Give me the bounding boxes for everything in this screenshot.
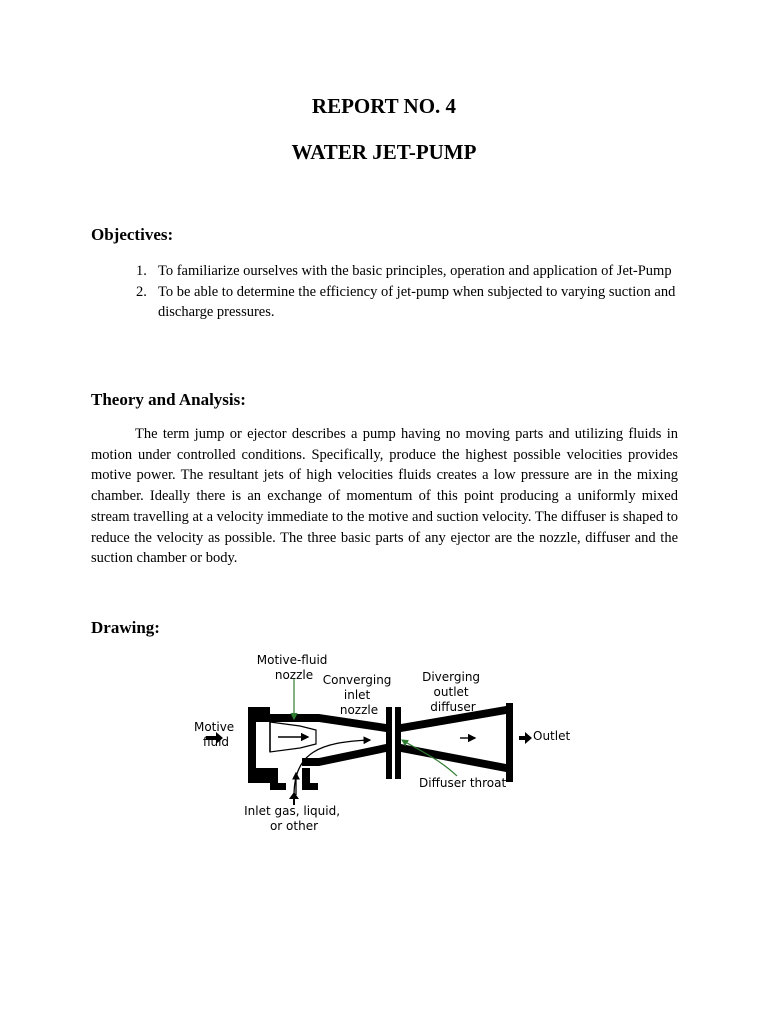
report-title: WATER JET-PUMP: [291, 140, 477, 164]
objective-item: [91, 261, 691, 282]
objective-text: To familiarize ourselves with the basic principles, operation and application of Jet-Pump: [158, 263, 672, 279]
label-diffuser-throat: Diffuser throat: [419, 776, 507, 790]
label-motive-fluid-nozzle: Motive-fluid nozzle: [256, 653, 328, 682]
objective-number: 2.: [136, 283, 147, 300]
objective-item: [91, 282, 691, 323]
objectives-heading: Objectives:: [91, 225, 174, 244]
theory-heading: Theory and Analysis:: [91, 390, 246, 409]
report-number-title: REPORT NO. 4: [311, 94, 457, 118]
objective-text: To be able to determine the efficiency of jet-pump when subjected to varying suction and discharge pressures.: [158, 283, 676, 320]
label-inlet: Inlet gas, liquid, or other: [244, 804, 341, 833]
label-diverging-outlet-diffuser: Diverging outlet diffuser: [422, 670, 481, 714]
theory-paragraph: The term jump or ejector describes a pump having no moving parts and utilizing fluids in motion under controlled conditions. Specifically, produce the highest possible velocities provides motive power. The resultant jets of high velocities fluids creates a low pressure are in the mixing chamber. Ideally there is an exchange of momentum of this point producing a uniformly mixed stream travelling at a velocity immediate to the motive and suction velocity. The diffuser is shaped to reduce the velocity as possible. The three basic parts of any ejector are the nozzle, diffuser and the suction chamber or body.: [91, 426, 678, 567]
label-outlet: Outlet: [533, 729, 571, 743]
jet-pump-diagram: [190, 648, 580, 838]
objectives-list: [91, 261, 691, 323]
label-converging-inlet-nozzle: Converging inlet nozzle: [322, 673, 392, 717]
objective-number: 1.: [136, 263, 147, 279]
label-motive-fluid: Motive fluid: [193, 720, 235, 749]
drawing-heading: Drawing:: [91, 618, 160, 637]
